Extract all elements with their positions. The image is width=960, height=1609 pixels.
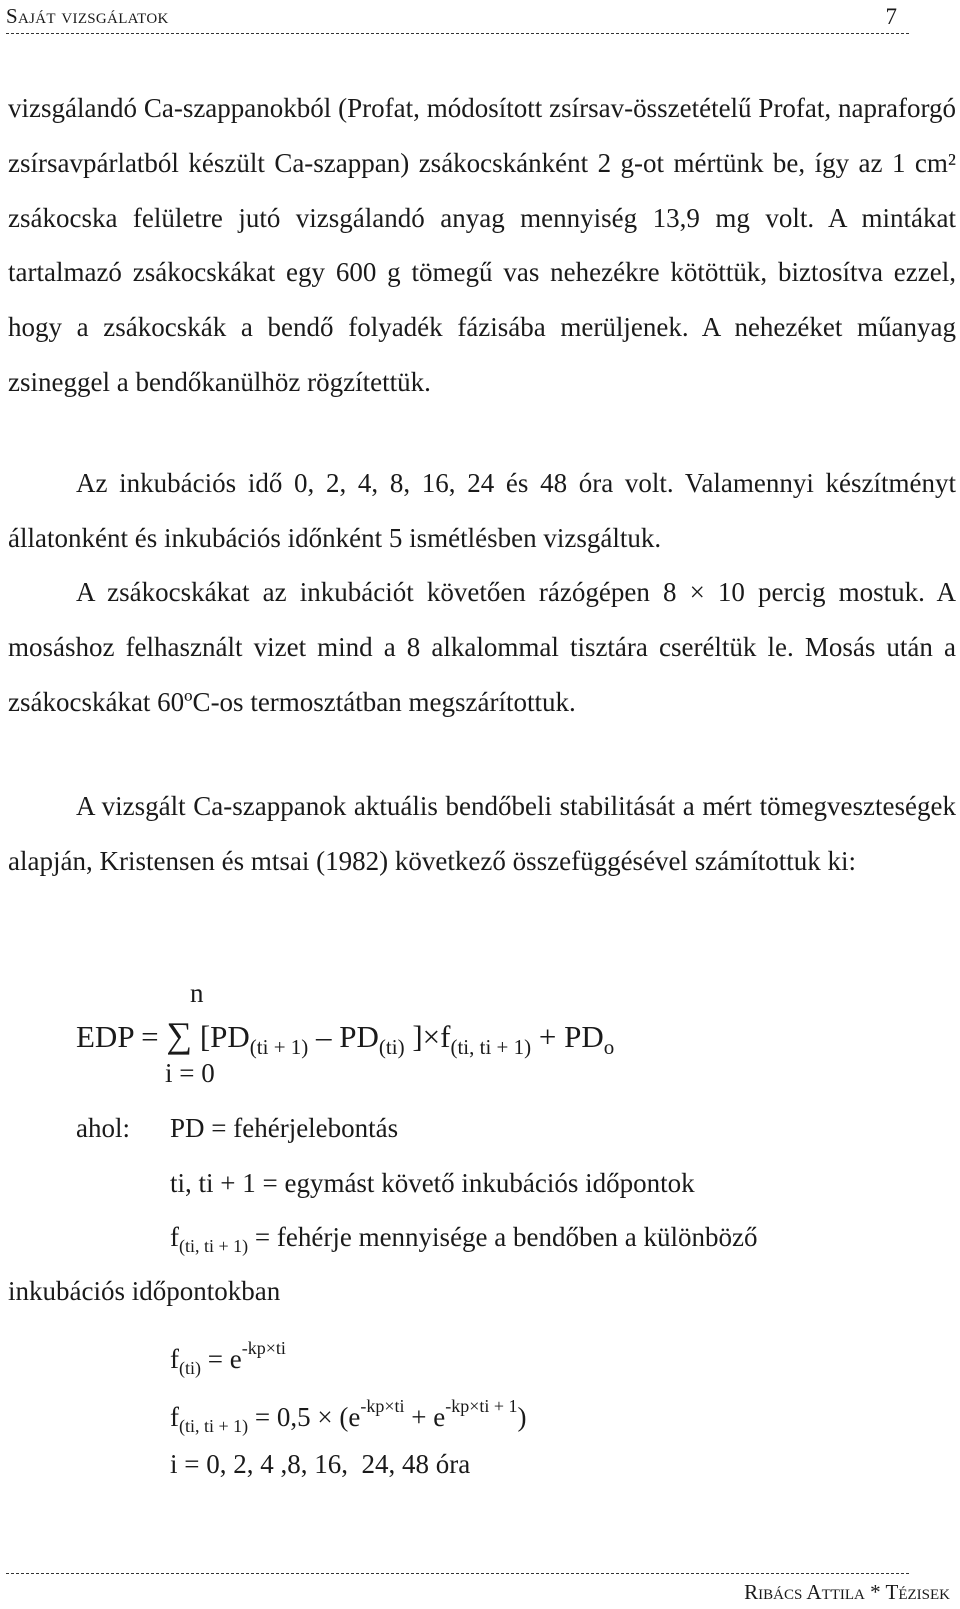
sigma-symbol: ∑ [166, 1015, 193, 1055]
formula-plus: + PD [531, 1019, 604, 1054]
page-header [6, 4, 909, 34]
ahol-label: ahol: [76, 1113, 130, 1143]
formula-lhs: EDP = [76, 1019, 167, 1054]
ftt-close: ) [517, 1402, 527, 1432]
formula-open: [PD [199, 1019, 250, 1054]
sum-lower-limit: i = 0 [165, 1058, 215, 1088]
def-ti: ti, ti + 1 = egymást követő inkubációs időpontok [170, 1168, 695, 1198]
header-rule [6, 33, 909, 34]
ftt-eq: = 0,5 × (e [248, 1402, 361, 1432]
def-f [170, 1224, 956, 1255]
paragraph-2: Az inkubációs idő 0, 2, 4, 8, 16, 24 és 48 óra volt. Valamennyi készítményt állatonként és inkubációs időnként 5 ismétlésben vizsgáltuk. [8, 468, 956, 553]
def-f-text: = fehérje mennyisége a bendőben a különböző [248, 1222, 758, 1252]
paragraph-4: A vizsgált Ca-szappanok aktuális bendőbeli stabilitását a mért tömegveszteségek alapján, Kristensen és mtsai (1982) következő összefüggésével számítottuk ki: [8, 791, 956, 876]
sum-upper-limit: n [190, 978, 204, 1008]
paragraph-3: A zsákocskákat az inkubációt követően rázógépen 8 × 10 percig mostuk. A mosáshoz felhasznált vizet mind a 8 alkalommal tisztára cseréltük le. Mosás után a zsákocskákat 60ºC-os termosztátban megszárítottuk. [8, 577, 956, 717]
formula-sub1: (ti + 1) [249, 1035, 309, 1059]
def-f-sub: (ti, ti + 1) [179, 1236, 249, 1256]
formula-main [76, 1017, 614, 1058]
def-f-continuation: inkubációs időpontokban [8, 1276, 281, 1306]
ftt-prefix: f [170, 1402, 179, 1432]
def-f-prefix: f [170, 1222, 179, 1252]
footer-rule [6, 1573, 909, 1574]
formula-sub3: (ti, ti + 1) [450, 1035, 532, 1059]
def-pd: PD = fehérjelebontás [170, 1113, 399, 1143]
ftt-plus: + e [404, 1402, 446, 1432]
running-head: Saját vizsgálatok [6, 4, 169, 28]
i-values: i = 0, 2, 4 ,8, 16, 24, 48 óra [170, 1449, 471, 1479]
fti-sub: (ti) [179, 1358, 201, 1378]
ftt-sup2: -kp×ti + 1 [445, 1396, 518, 1416]
def-ftt [170, 1397, 527, 1435]
fti-prefix: f [170, 1344, 179, 1374]
fti-eq: = e [201, 1344, 242, 1374]
formula-sub2: (ti) [378, 1035, 405, 1059]
ftt-sup1: -kp×ti [360, 1396, 405, 1416]
ftt-sub: (ti, ti + 1) [179, 1416, 249, 1436]
formula-minus: – PD [308, 1019, 379, 1054]
page-number: 7 [885, 4, 897, 29]
formula-close: ]×f [404, 1019, 451, 1054]
paragraph-1: vizsgálandó Ca-szappanokból (Profat, módosított zsírsav-összetételű Profat, napraforgó zsírsavpárlatból készült Ca-szappan) zsákocskánként 2 g-ot mértünk be, így az 1 cm² zsákocska felületre jutó vizsgálandó anyag mennyiség 13,9 mg volt. A mintákat tartalmazó zsákocskákat egy 600 g tömegű vas nehezékre kötöttük, biztosítva ezzel, hogy a zsákocskák a bendő folyadék fázisába merüljenek. A nehezéket műanyag zsineggel a bendőkanülhöz rögzítettük. [8, 93, 956, 397]
formula-sub4: o [603, 1035, 615, 1059]
def-fti [170, 1339, 286, 1377]
page-footer: Ribács Attila * Tézisek [744, 1580, 950, 1604]
fti-sup: -kp×ti [241, 1338, 286, 1358]
